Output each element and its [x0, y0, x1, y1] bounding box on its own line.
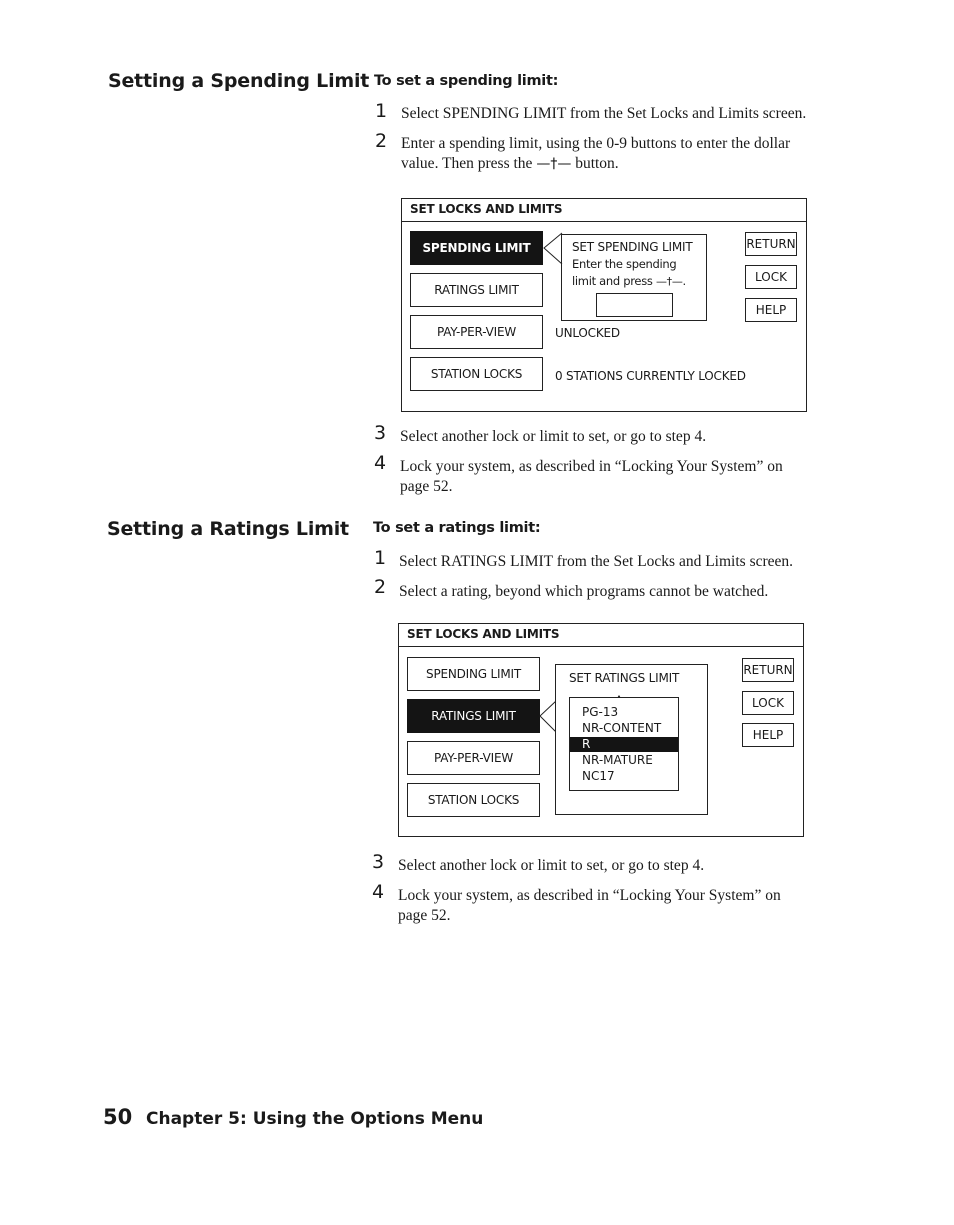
menu-ratings-limit[interactable]: RATINGS LIMIT	[410, 273, 543, 307]
rating-option-r-selected[interactable]: R	[570, 737, 678, 752]
help-button[interactable]: HELP	[745, 298, 797, 322]
panel-title: SET SPENDING LIMIT	[572, 240, 693, 254]
panel-instruction-line1: Enter the spending	[572, 257, 677, 271]
help-button[interactable]: HELP	[742, 723, 794, 747]
spending-step-4-text: Lock your system, as described in “Locking Your System” on page 52.	[400, 458, 783, 495]
screen-title: SET LOCKS AND LIMITS	[407, 627, 560, 641]
ratings-step-4-number: 4	[372, 881, 385, 903]
screen-titlebar	[402, 199, 806, 222]
rating-option-pg13[interactable]: PG-13	[582, 705, 619, 719]
ratings-procedure-title: To set a ratings limit:	[373, 520, 541, 536]
rating-option-nr-mature[interactable]: NR-MATURE	[582, 753, 653, 767]
spending-step-3-text: Select another lock or limit to set, or go to step 4.	[400, 428, 707, 445]
panel-title: SET RATINGS LIMIT	[569, 671, 680, 685]
spending-step-4-number: 4	[374, 452, 387, 474]
lock-button[interactable]: LOCK	[745, 265, 797, 289]
menu-station-locks[interactable]: STATION LOCKS	[407, 783, 540, 817]
spending-step-2-number: 2	[375, 130, 388, 152]
pay-per-view-status: UNLOCKED	[555, 326, 620, 340]
ratings-step-1-number: 1	[374, 547, 387, 569]
rating-option-nr-content[interactable]: NR-CONTENT	[582, 721, 662, 735]
ratings-step-1-text: Select RATINGS LIMIT from the Set Locks and Limits screen.	[399, 553, 794, 570]
menu-spending-limit[interactable]: SPENDING LIMIT	[407, 657, 540, 691]
menu-ratings-limit[interactable]: RATINGS LIMIT	[407, 699, 540, 733]
spending-step-1-number: 1	[375, 100, 388, 122]
return-button[interactable]: RETURN	[745, 232, 797, 256]
page-number: 50	[103, 1105, 133, 1129]
ratings-step-3-text: Select another lock or limit to set, or go to step 4.	[398, 857, 705, 874]
lock-button[interactable]: LOCK	[742, 691, 794, 715]
spending-limit-screen	[401, 198, 807, 412]
station-locks-status: 0 STATIONS CURRENTLY LOCKED	[555, 369, 746, 383]
ratings-step-2-number: 2	[374, 576, 387, 598]
spending-amount-input[interactable]	[596, 293, 673, 317]
spending-procedure-title: To set a spending limit:	[374, 73, 559, 89]
menu-pay-per-view[interactable]: PAY-PER-VIEW	[410, 315, 543, 349]
menu-station-locks[interactable]: STATION LOCKS	[410, 357, 543, 391]
selection-pointer	[542, 231, 564, 267]
screen-titlebar	[399, 624, 803, 647]
ratings-step-2-text: Select a rating, beyond which programs cannot be watched.	[399, 583, 769, 600]
return-button[interactable]: RETURN	[742, 658, 794, 682]
chapter-title: Chapter 5: Using the Options Menu	[146, 1109, 484, 1129]
spending-step-2-text: Enter a spending limit, using the 0-9 buttons to enter the dollar value. Then press the —†— button.	[401, 135, 791, 172]
ratings-step-3-number: 3	[372, 851, 385, 873]
ratings-list	[569, 697, 679, 791]
ratings-step-4-text: Lock your system, as described in “Locking Your System” on page 52.	[398, 887, 781, 924]
spending-step-3-number: 3	[374, 422, 387, 444]
set-ratings-limit-panel	[555, 664, 708, 815]
set-spending-limit-panel	[561, 234, 707, 321]
panel-instruction-line2: limit and press —†—.	[572, 274, 686, 288]
rating-option-nc17[interactable]: NC17	[582, 769, 615, 783]
ratings-section-heading: Setting a Ratings Limit	[107, 518, 349, 540]
screen-title: SET LOCKS AND LIMITS	[410, 202, 563, 216]
ratings-limit-screen	[398, 623, 804, 837]
menu-pay-per-view[interactable]: PAY-PER-VIEW	[407, 741, 540, 775]
spending-step-1-text: Select SPENDING LIMIT from the Set Locks and Limits screen.	[401, 105, 807, 122]
spending-section-heading: Setting a Spending Limit	[108, 70, 370, 92]
plus-button-icon: —†—	[655, 275, 683, 288]
plus-button-icon: —†—	[536, 156, 572, 172]
menu-spending-limit[interactable]: SPENDING LIMIT	[410, 231, 543, 265]
